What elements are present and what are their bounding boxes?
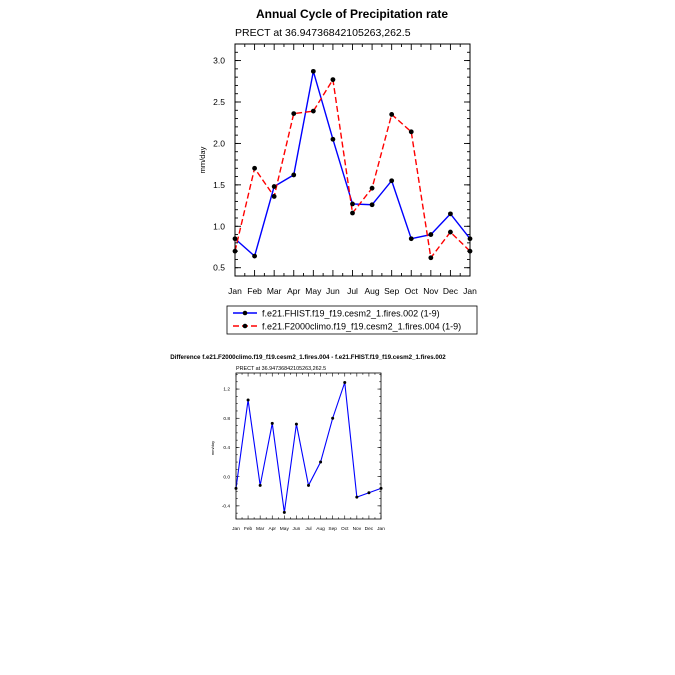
main-series-2-point — [428, 255, 433, 260]
main-series-2-point — [311, 109, 316, 114]
main-ytick-label: 0.5 — [213, 262, 225, 273]
main-series-1-point — [428, 232, 433, 237]
main-chart-title: Annual Cycle of Precipitation rate — [255, 7, 449, 21]
main-series-2-point — [389, 112, 394, 117]
main-series-2-point — [252, 166, 257, 171]
main-series-1-point — [311, 69, 316, 74]
main-series-1-point — [331, 137, 336, 142]
main-xtick-label: Jan — [228, 286, 242, 296]
main-xtick-label: Jul — [347, 286, 358, 296]
main-xtick-label: Aug — [364, 286, 380, 296]
main-xtick-label: Apr — [287, 286, 301, 296]
main-chart-subtitle: PRECT at 36.94736842105263,262.5 — [235, 27, 411, 39]
diff-series-1-point — [355, 496, 358, 499]
diff-xtick-label: Aug — [316, 527, 325, 532]
diff-series-1-point — [295, 423, 298, 426]
main-series-2-point — [291, 111, 296, 116]
main-xtick-label: Mar — [266, 286, 282, 296]
legend-label-2: f.e21.F2000climo.f19_f19.cesm2_1.fires.004 (1-9) — [262, 321, 462, 332]
diff-xtick-label: Feb — [243, 527, 253, 532]
diff-series-1-point — [283, 511, 286, 514]
main-xtick-label: Jun — [326, 286, 340, 296]
diff-ytick-label: 1.2 — [223, 387, 230, 393]
main-series-2-point — [331, 77, 336, 82]
diff-series-1-point — [343, 381, 346, 384]
main-xtick-label: Oct — [404, 286, 418, 296]
main-series-2-point — [370, 186, 375, 191]
main-chart-ylabel: mm/day — [198, 146, 207, 174]
diff-xtick-label: Oct — [341, 527, 349, 532]
diff-series-1-point — [331, 417, 334, 420]
diff-xtick-label: May — [279, 527, 289, 532]
difference-chart-subtitle: PRECT at 36.94736842105263,262.5 — [236, 366, 327, 372]
legend-entry-1 — [233, 309, 440, 319]
diff-xtick-label: Jan — [377, 527, 385, 532]
main-series-2-point — [350, 211, 355, 216]
difference-chart-ylabel: mm/day — [210, 440, 215, 456]
main-series-1-point — [370, 202, 375, 207]
diff-xtick-label: Mar — [256, 527, 265, 532]
main-series-1-point — [272, 184, 277, 189]
diff-xtick-label: Nov — [352, 527, 362, 532]
main-ytick-label: 1.0 — [213, 221, 225, 232]
main-series-2-point — [448, 230, 453, 235]
main-series-2-point — [409, 129, 414, 134]
main-series-2-point — [272, 194, 277, 199]
main-xtick-label: Feb — [247, 286, 262, 296]
main-xtick-label: Sep — [384, 286, 400, 296]
diff-series-1-point — [247, 399, 250, 402]
diff-ytick-label: 0.8 — [223, 416, 230, 422]
diff-ytick-label: -0.4 — [221, 504, 230, 510]
diff-series-1-point — [271, 422, 274, 425]
diff-xtick-label: Jul — [305, 527, 312, 532]
diff-xtick-label: Apr — [268, 527, 276, 532]
diff-xtick-label: Sep — [328, 527, 337, 532]
main-series-1-point — [448, 211, 453, 216]
diff-series-1-point — [307, 484, 310, 487]
main-xtick-label: Dec — [442, 286, 458, 296]
diff-xtick-label: Jun — [292, 527, 301, 532]
main-ytick-label: 1.5 — [213, 179, 225, 190]
legend-label-1: f.e21.FHIST.f19_f19.cesm2_1.fires.002 (1-9) — [262, 308, 440, 319]
main-ytick-label: 2.5 — [213, 96, 225, 107]
main-xtick-label: May — [305, 286, 322, 296]
main-xtick-label: Jan — [463, 286, 477, 296]
diff-xtick-label: Jan — [232, 527, 240, 532]
main-ytick-label: 3.0 — [213, 55, 225, 66]
diff-series-1-point — [259, 484, 262, 487]
main-series-1-point — [291, 173, 296, 178]
difference-chart-title: Difference f.e21.F2000climo.f19_f19.cesm2_1.fires.004 - f.e21.FHIST.f19_f19.cesm2_1.fires.002 — [170, 354, 446, 361]
main-xtick-label: Nov — [423, 286, 439, 296]
diff-ytick-label: 0.4 — [223, 446, 230, 452]
main-ytick-label: 2.0 — [213, 138, 225, 149]
main-series-1-point — [409, 236, 414, 241]
diff-series-1-point — [319, 461, 322, 464]
main-series-1-point — [350, 202, 355, 207]
legend-entry-2 — [233, 322, 461, 332]
diff-series-1-point — [367, 491, 370, 494]
diff-ytick-label: 0.0 — [223, 475, 230, 481]
main-series-1-point — [252, 254, 257, 259]
diff-xtick-label: Dec — [364, 527, 374, 532]
main-series-1-point — [389, 178, 394, 183]
